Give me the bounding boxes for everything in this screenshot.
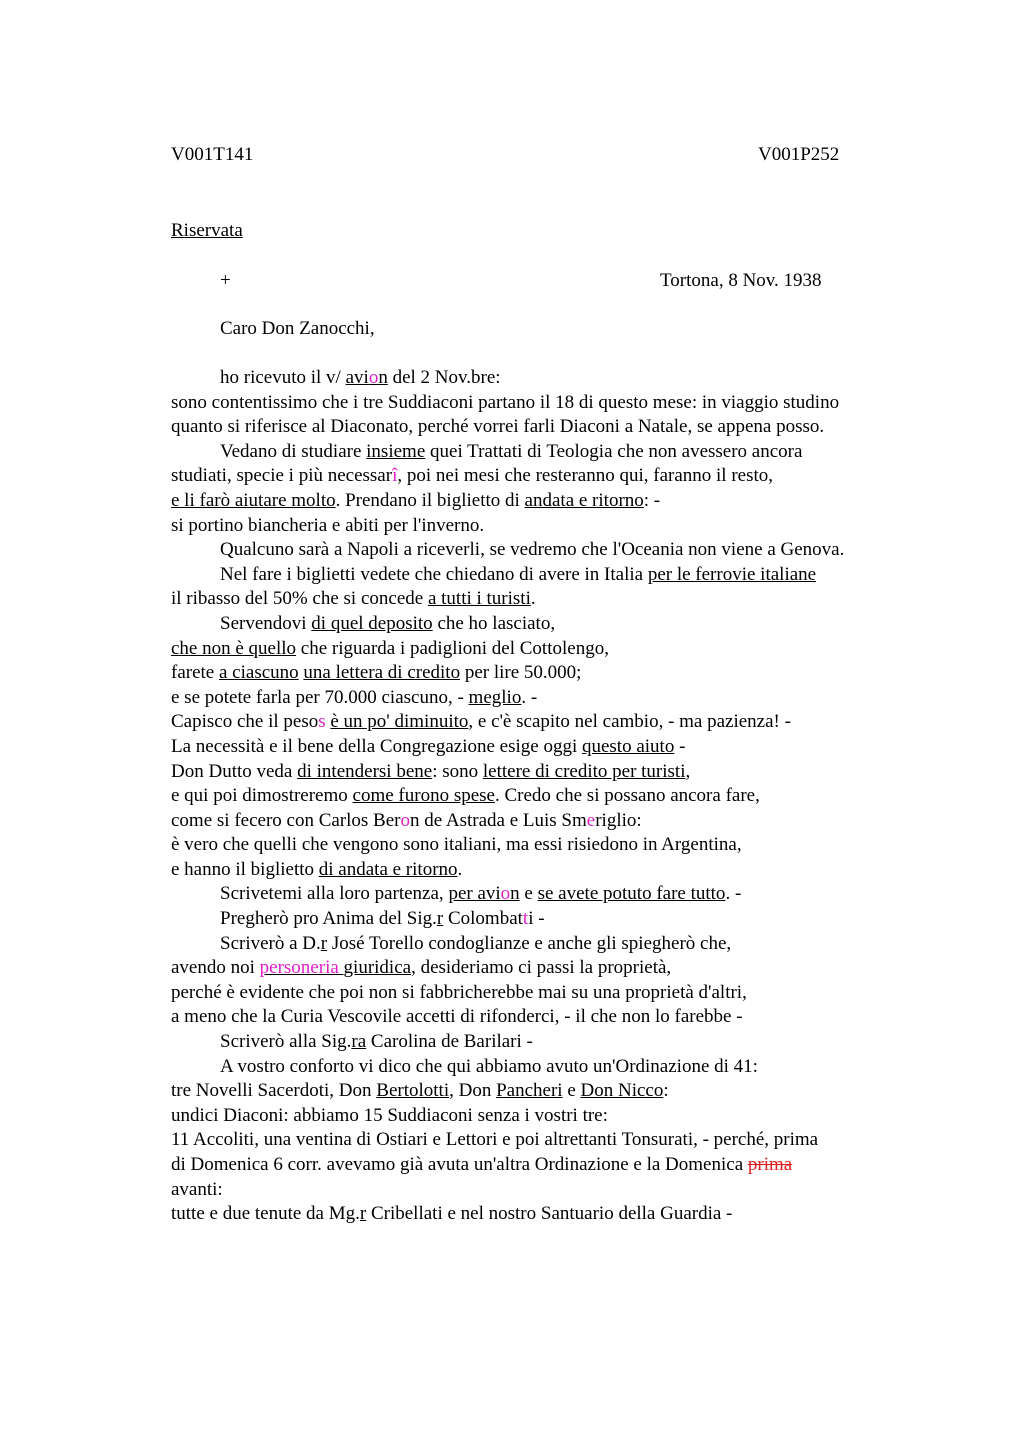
body-line: Vedano di studiare insieme quei Trattati di Teologia che non avessero ancora — [220, 440, 803, 462]
body-line: perché è evidente che poi non si fabbricherebbe mai su una proprietà d'altri, — [171, 981, 747, 1003]
body-line: farete a ciascuno una lettera di credito per lire 50.000; — [171, 662, 582, 684]
body-line: ho ricevuto il v/ avion del 2 Nov.bre: — [220, 367, 501, 388]
body-line: studiati, specie i più necessarî, poi nei mesi che resteranno qui, faranno il resto, — [171, 465, 774, 487]
riservata-label: Riservata — [171, 220, 243, 241]
dateline: Tortona, 8 Nov. 1938 — [660, 270, 822, 291]
body-line: di Domenica 6 corr. avevamo già avuta un'altra Ordinazione e la Domenica prima — [171, 1154, 793, 1175]
body-line: a meno che la Curia Vescovile accetti di rifonderci, - il che non lo farebbe - — [171, 1006, 743, 1028]
body-line: tre Novelli Sacerdoti, Don Bertolotti, Don Pancheri e Don Nicco: — [171, 1080, 669, 1102]
body-line: undici Diaconi: abbiamo 15 Suddiaconi senza i vostri tre: — [171, 1104, 608, 1126]
cross-mark: + — [220, 270, 231, 291]
body-line: sono contentissimo che i tre Suddiaconi partano il 18 di questo mese: in viaggio studino — [171, 391, 840, 413]
body-line: il ribasso del 50% che si concede a tutti i turisti. — [171, 588, 536, 610]
body-line: Scriverò a D.r José Torello condoglianze e anche gli spiegherò che, — [220, 932, 732, 954]
body-line: avendo noi personeria giuridica, desideriamo ci passi la proprietà, — [171, 957, 672, 979]
body-line: e se potete farla per 70.000 ciascuno, - meglio. - — [171, 686, 538, 708]
body-line: Scriverò alla Sig.ra Carolina de Barilari - — [220, 1031, 533, 1053]
body-line: come si fecero con Carlos Beron de Astrada e Luis Smeriglio: — [171, 809, 642, 831]
body-line: Pregherò pro Anima del Sig.r Colombatti - — [220, 908, 545, 930]
body-line: A vostro conforto vi dico che qui abbiamo avuto un'Ordinazione di 41: — [220, 1055, 758, 1077]
body-line: che non è quello che riguarda i padiglioni del Cottolengo, — [171, 637, 609, 659]
body-line: Don Dutto veda di intendersi bene: sono lettere di credito per turisti, — [171, 760, 691, 782]
salutation: Caro Don Zanocchi, — [220, 318, 375, 339]
body-line: tutte e due tenute da Mg.r Cribellati e nel nostro Santuario della Guardia - — [171, 1203, 733, 1225]
letter-page — [171, 144, 931, 1225]
body-line: Capisco che il pesos è un po' diminuito, e c'è scapito nel cambio, - ma pazienza! - — [171, 711, 791, 733]
body-line: Qualcuno sarà a Napoli a riceverli, se vedremo che l'Oceania non viene a Genova. — [220, 539, 845, 561]
body-line: Scrivetemi alla loro partenza, per avion e se avete potuto fare tutto. - — [220, 883, 742, 905]
left-code: V001T141 — [171, 144, 254, 165]
body-line: La necessità e il bene della Congregazione esige oggi questo aiuto - — [171, 735, 686, 757]
body-line: quanto si riferisce al Diaconato, perché vorrei farli Diaconi a Natale, se appena posso. — [171, 416, 825, 438]
header-row — [171, 144, 931, 172]
body-line: Nel fare i biglietti vedete che chiedano di avere in Italia per le ferrovie italiane — [220, 563, 817, 585]
body-line: e li farò aiutare molto. Prendano il biglietto di andata e ritorno: - — [171, 489, 661, 511]
letter-body — [171, 366, 931, 1227]
body-line: si portino biancheria e abiti per l'inverno. — [171, 514, 485, 536]
body-line: è vero che quelli che vengono sono italiani, ma essi risiedono in Argentina, — [171, 834, 742, 856]
struck-word: prima — [747, 1154, 793, 1175]
body-line: e qui poi dimostreremo come furono spese. Credo che si possano ancora fare, — [171, 785, 760, 807]
body-line: e hanno il biglietto di andata e ritorno. — [171, 858, 463, 880]
body-line: Servendovi di quel deposito che ho lasciato, — [220, 612, 556, 634]
body-line: avanti: — [171, 1178, 223, 1200]
right-code: V001P252 — [758, 144, 840, 165]
body-line: 11 Accoliti, una ventina di Ostiari e Lettori e poi altrettanti Tonsurati, - perché, prima — [171, 1129, 819, 1151]
